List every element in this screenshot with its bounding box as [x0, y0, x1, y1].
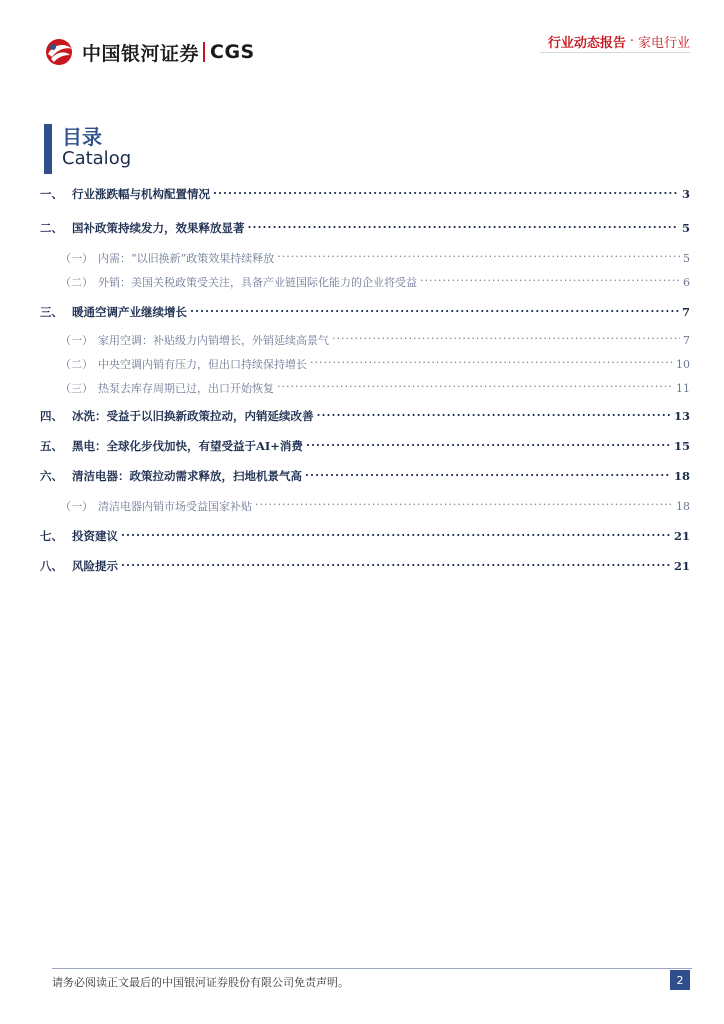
- toc-heading-en: Catalog: [62, 148, 132, 169]
- toc-entry-number: 六、: [40, 469, 63, 483]
- toc-entry-title: 黑电：全球化步伐加快，有望受益于AI+消费: [72, 439, 303, 453]
- report-type-separator: ·: [629, 34, 634, 49]
- cgs-logo-icon: [42, 37, 76, 67]
- toc-entry[interactable]: [40, 186, 690, 206]
- toc-subentry[interactable]: [40, 332, 690, 352]
- toc-leader-dots: [310, 356, 673, 368]
- toc-entry-number: 三、: [40, 305, 63, 319]
- toc-entry-number: （一）: [60, 252, 93, 265]
- toc-leader-dots: [306, 438, 671, 450]
- toc-entry-title: 清洁电器：政策拉动需求释放，扫地机景气高: [72, 469, 302, 483]
- report-type-label: 行业动态报告: [547, 36, 626, 51]
- logo-separator: [203, 42, 205, 62]
- toc-entry-number: 一、: [40, 187, 63, 201]
- toc-leader-dots: [213, 186, 679, 198]
- toc-entry-page: 10: [676, 358, 690, 371]
- toc-subentry[interactable]: [40, 356, 690, 376]
- toc-entry-number: 四、: [40, 409, 63, 423]
- toc-subentry[interactable]: [40, 380, 690, 400]
- toc-entry[interactable]: [40, 528, 690, 548]
- toc-leader-dots: [332, 332, 680, 344]
- toc-entry-page: 13: [673, 409, 690, 423]
- toc-heading-bar: [44, 124, 52, 174]
- toc-entry-title: 外销：美国关税政策受关注，具备产业链国际化能力的企业将受益: [98, 276, 417, 289]
- page-header: [0, 0, 724, 80]
- toc-entry-title: 风险提示: [72, 559, 118, 573]
- toc-leader-dots: [420, 274, 680, 286]
- toc-entry-number: （三）: [60, 382, 93, 395]
- toc-entry-page: 6: [683, 276, 690, 289]
- toc-leader-dots: [277, 380, 673, 392]
- toc-entry-number: 五、: [40, 439, 63, 453]
- toc-entry-page: 21: [673, 529, 690, 543]
- logo-text-en: CGS: [210, 41, 255, 63]
- toc-heading-cn: 目录: [62, 125, 102, 149]
- toc-entry-title: 国补政策持续发力，效果释放显著: [72, 221, 245, 235]
- toc-entry-page: 18: [673, 469, 690, 483]
- toc-entry-page: 11: [676, 382, 690, 395]
- footer-disclaimer: 请务必阅读正文最后的中国银河证券股份有限公司免责声明。: [52, 976, 349, 989]
- toc-leader-dots: [190, 304, 679, 316]
- toc-entry-title: 家用空调：补贴级力内销增长，外销延续高景气: [98, 334, 329, 347]
- page-number: 2: [670, 970, 690, 990]
- toc-entry-page: 7: [683, 334, 690, 347]
- toc-subentry[interactable]: [40, 274, 690, 294]
- report-type: [548, 32, 690, 51]
- toc-entry-title: 清洁电器内销市场受益国家补贴: [98, 500, 252, 513]
- toc-entry-number: 八、: [40, 559, 63, 573]
- cgs-logo: [42, 36, 255, 68]
- toc-entry[interactable]: [40, 468, 690, 488]
- toc-entry-number: （二）: [60, 276, 93, 289]
- toc-leader-dots: [317, 408, 671, 420]
- toc-leader-dots: [305, 468, 671, 480]
- toc-entry-page: 21: [673, 559, 690, 573]
- toc-entry[interactable]: [40, 438, 690, 458]
- toc-entry[interactable]: [40, 408, 690, 428]
- toc-entry-number: （二）: [60, 358, 93, 371]
- toc-entry-number: （一）: [60, 500, 93, 513]
- toc-entry-page: 3: [681, 187, 690, 201]
- header-rule: [540, 52, 690, 53]
- toc-entry-page: 5: [683, 252, 690, 265]
- toc-leader-dots: [121, 528, 671, 540]
- toc-leader-dots: [255, 498, 673, 510]
- industry-label: 家电行业: [637, 36, 690, 51]
- toc-entry-page: 18: [676, 500, 690, 513]
- toc-entry[interactable]: [40, 558, 690, 578]
- toc-entry-title: 热泵去库存周期已过，出口开始恢复: [98, 382, 274, 395]
- toc-entry-page: 5: [681, 221, 690, 235]
- toc-leader-dots: [121, 558, 671, 570]
- toc-entry-number: （一）: [60, 334, 93, 347]
- toc-entry-title: 冰洗：受益于以旧换新政策拉动，内销延续改善: [72, 409, 314, 423]
- logo-text-cn: 中国银河证券: [82, 42, 200, 65]
- toc-entry-page: 15: [673, 439, 690, 453]
- toc-leader-dots: [277, 250, 680, 262]
- toc-entry[interactable]: [40, 220, 690, 240]
- toc-entry-title: 内需：“以旧换新”政策效果持续释放: [98, 252, 275, 265]
- toc-entry-page: 7: [681, 305, 690, 319]
- toc-entry-number: 二、: [40, 221, 63, 235]
- toc-entry-title: 暖通空调产业继续增长: [72, 305, 187, 319]
- toc-entry[interactable]: [40, 304, 690, 324]
- toc-entry-title: 投资建议: [72, 529, 118, 543]
- toc-leader-dots: [248, 220, 679, 232]
- toc-subentry[interactable]: [40, 498, 690, 518]
- toc-entry-number: 七、: [40, 529, 63, 543]
- toc-entry-title: 行业涨跌幅与机构配置情况: [72, 187, 210, 201]
- footer-rule: [52, 968, 692, 969]
- toc-subentry[interactable]: [40, 250, 690, 270]
- toc-entry-title: 中央空调内销有压力，但出口持续保持增长: [98, 358, 307, 371]
